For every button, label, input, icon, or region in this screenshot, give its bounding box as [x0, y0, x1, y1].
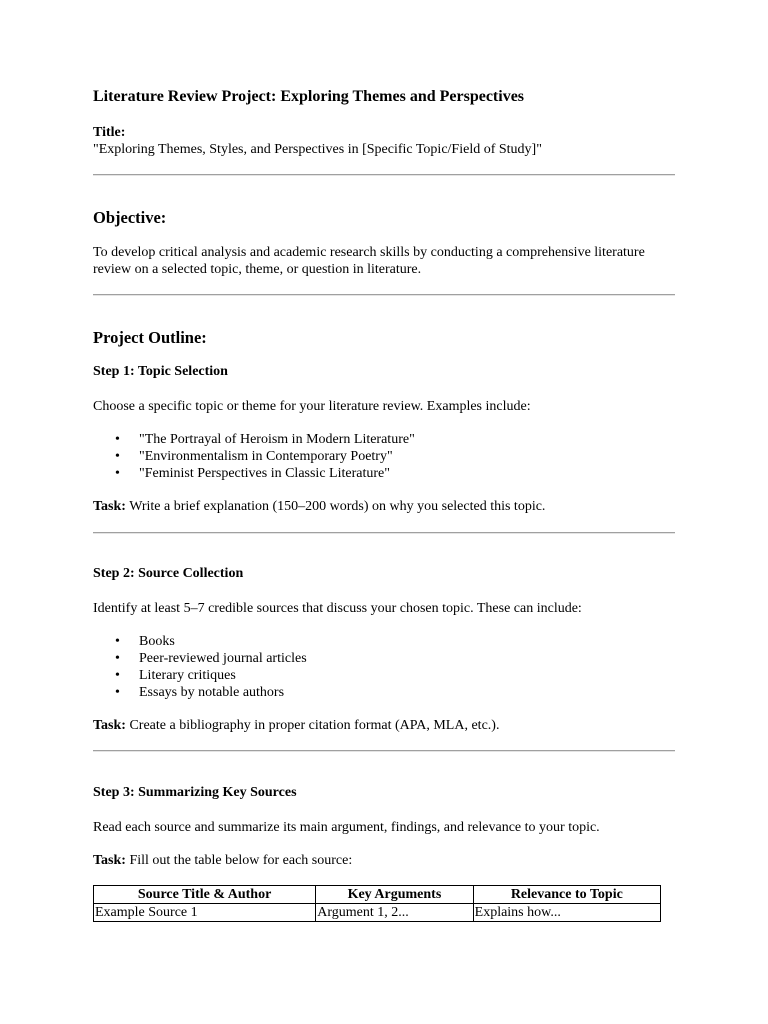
divider	[93, 174, 675, 176]
task-label: Task:	[93, 853, 126, 868]
table-cell: Example Source 1	[94, 904, 316, 922]
table-cell: Argument 1, 2...	[316, 904, 473, 922]
step2-task	[93, 717, 675, 734]
step3-intro: Read each source and summarize its main argument, findings, and relevance to your topic.	[93, 820, 600, 835]
title-section	[93, 124, 675, 158]
objective-heading: Objective:	[93, 208, 167, 227]
objective-text: To develop critical analysis and academic research skills by conducting a comprehensive literature review on a selected topic, theme, or question in literature.	[93, 245, 645, 277]
divider	[93, 294, 675, 296]
title-value: "Exploring Themes, Styles, and Perspectives in [Specific Topic/Field of Study]"	[93, 142, 542, 157]
table-row	[94, 904, 661, 922]
list-item: • Essays by notable authors	[93, 684, 307, 701]
step3-task	[93, 852, 675, 869]
step2-heading: Step 2: Source Collection	[93, 566, 244, 581]
source-summary-table	[93, 885, 661, 922]
task-label: Task:	[93, 718, 126, 733]
list-item: • "Feminist Perspectives in Classic Literature"	[93, 465, 415, 482]
step2-sources-list	[93, 633, 307, 701]
task-label: Task:	[93, 499, 126, 514]
list-item: • "Environmentalism in Contemporary Poetry"	[93, 448, 415, 465]
divider	[93, 532, 675, 534]
table-cell: Explains how...	[473, 904, 660, 922]
step1-task	[93, 498, 675, 515]
column-header-arguments: Key Arguments	[316, 886, 473, 904]
list-item: • "The Portrayal of Heroism in Modern Literature"	[93, 431, 415, 448]
task-text: Write a brief explanation (150–200 words) on why you selected this topic.	[125, 499, 546, 514]
task-text: Create a bibliography in proper citation format (APA, MLA, etc.).	[125, 718, 500, 733]
table-header-row	[94, 886, 661, 904]
list-item: • Peer-reviewed journal articles	[93, 650, 307, 667]
column-header-source: Source Title & Author	[94, 886, 316, 904]
column-header-relevance: Relevance to Topic	[473, 886, 660, 904]
project-outline-heading: Project Outline:	[93, 328, 207, 347]
title-label: Title:	[93, 125, 126, 140]
task-text: Fill out the table below for each source:	[125, 853, 353, 868]
step1-examples-list	[93, 431, 415, 482]
list-item: • Literary critiques	[93, 667, 307, 684]
step3-heading: Step 3: Summarizing Key Sources	[93, 785, 297, 800]
document-title: Literature Review Project: Exploring Themes and Perspectives	[93, 88, 525, 105]
divider	[93, 750, 675, 752]
list-item: • Books	[93, 633, 307, 650]
step2-intro: Identify at least 5–7 credible sources that discuss your chosen topic. These can include:	[93, 601, 582, 616]
step1-heading: Step 1: Topic Selection	[93, 364, 228, 379]
step1-intro: Choose a specific topic or theme for your literature review. Examples include:	[93, 399, 531, 414]
